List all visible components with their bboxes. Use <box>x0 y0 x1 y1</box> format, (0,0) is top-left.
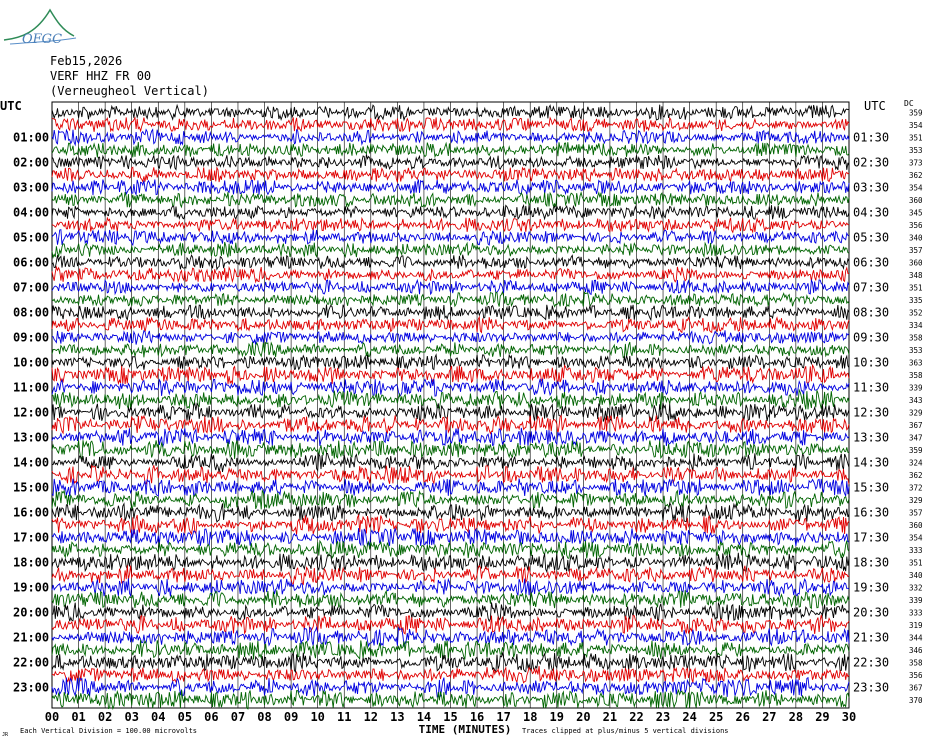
dc-offset-label: 324 <box>909 458 923 468</box>
left-time-label: 05:00 <box>13 230 50 245</box>
dc-offset-label: 354 <box>909 120 923 130</box>
left-time-label: 02:00 <box>13 155 50 170</box>
dc-offset-label: 339 <box>909 383 923 393</box>
dc-offset-label: 352 <box>909 308 923 318</box>
left-time-label: 13:00 <box>13 430 50 445</box>
dc-offset-label: 360 <box>909 195 923 205</box>
right-time-label: 04:30 <box>853 205 890 220</box>
left-time-label: 12:00 <box>13 405 50 420</box>
left-time-label: 18:00 <box>13 555 50 570</box>
dc-offset-label: 356 <box>909 670 923 680</box>
logo-text: OFGC <box>22 32 63 46</box>
dc-offset-label: 335 <box>909 295 923 305</box>
right-time-label: 09:30 <box>853 330 890 345</box>
left-time-label: 03:00 <box>13 180 50 195</box>
x-tick-label: 02 <box>97 710 113 724</box>
right-time-label: 23:30 <box>853 680 890 695</box>
corner-mark: JR <box>2 732 9 738</box>
dc-offset-label: 343 <box>909 395 923 405</box>
right-time-label: 21:30 <box>853 630 890 645</box>
dc-offset-label: 351 <box>909 133 923 143</box>
right-time-label: 22:30 <box>853 655 890 670</box>
right-time-label: 15:30 <box>853 480 890 495</box>
dc-offset-label: 339 <box>909 595 923 605</box>
dc-offset-label: 370 <box>909 695 923 705</box>
dc-offset-label: 356 <box>909 220 923 230</box>
right-utc-header: UTC <box>864 99 886 113</box>
dc-offset-label: 334 <box>909 320 923 330</box>
right-time-label: 10:30 <box>853 355 890 370</box>
dc-offset-label: 357 <box>909 508 923 518</box>
x-tick-label: 23 <box>655 710 671 724</box>
x-tick-label: 22 <box>629 710 644 724</box>
dc-offset-label: 333 <box>909 608 923 618</box>
clip-footer: Traces clipped at plus/minus 5 vertical divisions <box>522 727 729 735</box>
x-tick-label: 06 <box>204 710 219 724</box>
left-time-label: 15:00 <box>13 480 50 495</box>
right-time-label: 06:30 <box>853 255 890 270</box>
x-tick-label: 28 <box>788 710 804 724</box>
dc-offset-label: 363 <box>909 358 923 368</box>
dc-offset-label: 359 <box>909 108 923 118</box>
right-time-label: 14:30 <box>853 455 890 470</box>
x-tick-label: 00 <box>44 710 60 724</box>
left-time-label: 11:00 <box>13 380 50 395</box>
dc-offset-label: 344 <box>909 633 923 643</box>
left-utc-header: UTC <box>0 99 22 113</box>
dc-offset-label: 332 <box>909 583 923 593</box>
left-time-label: 14:00 <box>13 455 50 470</box>
left-time-label: 04:00 <box>13 205 50 220</box>
dc-offset-label: 372 <box>909 483 923 493</box>
x-tick-label: 30 <box>841 710 857 724</box>
x-tick-label: 10 <box>310 710 325 724</box>
dc-offset-label: 360 <box>909 258 923 268</box>
scale-footer: Each Vertical Division = 100.00 microvolts <box>20 727 198 735</box>
dc-offset-label: 354 <box>909 183 923 193</box>
right-time-label: 02:30 <box>853 155 890 170</box>
dc-offset-label: 319 <box>909 620 923 630</box>
x-tick-label: 24 <box>682 710 697 724</box>
x-tick-label: 14 <box>416 710 432 724</box>
x-tick-label: 11 <box>337 710 352 724</box>
right-time-label: 11:30 <box>853 380 890 395</box>
x-tick-label: 26 <box>735 710 750 724</box>
date-label: Feb15,2026 <box>50 54 123 68</box>
dc-offset-label: 353 <box>909 145 923 155</box>
x-tick-label: 15 <box>443 710 458 724</box>
dc-offset-label: 357 <box>909 245 923 255</box>
left-time-label: 17:00 <box>13 530 50 545</box>
dc-offset-label: 348 <box>909 270 923 280</box>
right-time-label: 19:30 <box>853 580 890 595</box>
x-tick-label: 08 <box>257 710 272 724</box>
x-tick-label: 04 <box>151 710 166 724</box>
dc-offset-label: 358 <box>909 658 923 668</box>
x-tick-label: 13 <box>390 710 405 724</box>
x-tick-label: 21 <box>602 710 618 724</box>
x-tick-label: 17 <box>496 710 511 724</box>
x-tick-label: 20 <box>576 710 591 724</box>
dc-offset-label: 329 <box>909 408 923 418</box>
dc-offset-label: 346 <box>909 645 923 655</box>
right-time-label: 16:30 <box>853 505 890 520</box>
dc-offset-label: 358 <box>909 333 923 343</box>
dc-offset-label: 333 <box>909 545 923 555</box>
dc-offset-label: 353 <box>909 345 923 355</box>
right-time-label: 03:30 <box>853 180 890 195</box>
x-tick-label: 25 <box>708 710 724 724</box>
dc-offset-label: 359 <box>909 445 923 455</box>
left-time-label: 16:00 <box>13 505 50 520</box>
x-tick-label: 27 <box>762 710 777 724</box>
x-tick-label: 09 <box>283 710 299 724</box>
right-time-label: 05:30 <box>853 230 890 245</box>
dc-offset-label: 354 <box>909 533 923 543</box>
right-time-label: 08:30 <box>853 305 890 320</box>
dc-offset-label: 358 <box>909 370 923 380</box>
left-time-label: 22:00 <box>13 655 50 670</box>
dc-offset-label: 362 <box>909 170 923 180</box>
left-time-label: 10:00 <box>13 355 50 370</box>
x-tick-label: 12 <box>363 710 379 724</box>
dc-offset-label: 351 <box>909 283 923 293</box>
x-axis-label: TIME (MINUTES) <box>418 723 512 736</box>
right-time-label: 20:30 <box>853 605 890 620</box>
right-time-label: 18:30 <box>853 555 890 570</box>
left-time-label: 09:00 <box>13 330 50 345</box>
x-tick-label: 03 <box>124 710 139 724</box>
x-tick-label: 19 <box>549 710 564 724</box>
x-tick-label: 05 <box>177 710 193 724</box>
x-tick-label: 29 <box>815 710 830 724</box>
left-time-label: 20:00 <box>13 605 50 620</box>
left-time-label: 06:00 <box>13 255 50 270</box>
x-tick-label: 16 <box>469 710 485 724</box>
dc-offset-label: 351 <box>909 558 923 568</box>
dc-offset-label: 345 <box>909 208 923 218</box>
right-time-label: 01:30 <box>853 130 890 145</box>
x-tick-label: 18 <box>522 710 538 724</box>
left-time-label: 08:00 <box>13 305 50 320</box>
dc-offset-label: 329 <box>909 495 923 505</box>
station-label: VERF HHZ FR 00 <box>50 69 152 83</box>
location-label: (Verneugheol Vertical) <box>50 84 209 98</box>
right-time-label: 12:30 <box>853 405 890 420</box>
dc-offset-label: 347 <box>909 433 923 443</box>
right-time-label: 17:30 <box>853 530 890 545</box>
dc-offset-label: 360 <box>909 520 923 530</box>
dc-offset-label: 340 <box>909 570 923 580</box>
dc-offset-label: 340 <box>909 233 923 243</box>
left-time-label: 07:00 <box>13 280 50 295</box>
right-time-label: 13:30 <box>853 430 890 445</box>
left-time-label: 19:00 <box>13 580 50 595</box>
right-time-label: 07:30 <box>853 280 890 295</box>
x-tick-label: 07 <box>230 710 246 724</box>
x-tick-label: 01 <box>71 710 86 724</box>
dc-offset-label: 367 <box>909 683 923 693</box>
left-time-label: 21:00 <box>13 630 50 645</box>
left-time-label: 23:00 <box>13 680 50 695</box>
dc-offset-label: 373 <box>909 158 923 168</box>
left-time-label: 01:00 <box>13 130 50 145</box>
dc-offset-label: 362 <box>909 470 923 480</box>
dc-offset-label: 367 <box>909 420 923 430</box>
dc-header: DC <box>904 99 914 108</box>
